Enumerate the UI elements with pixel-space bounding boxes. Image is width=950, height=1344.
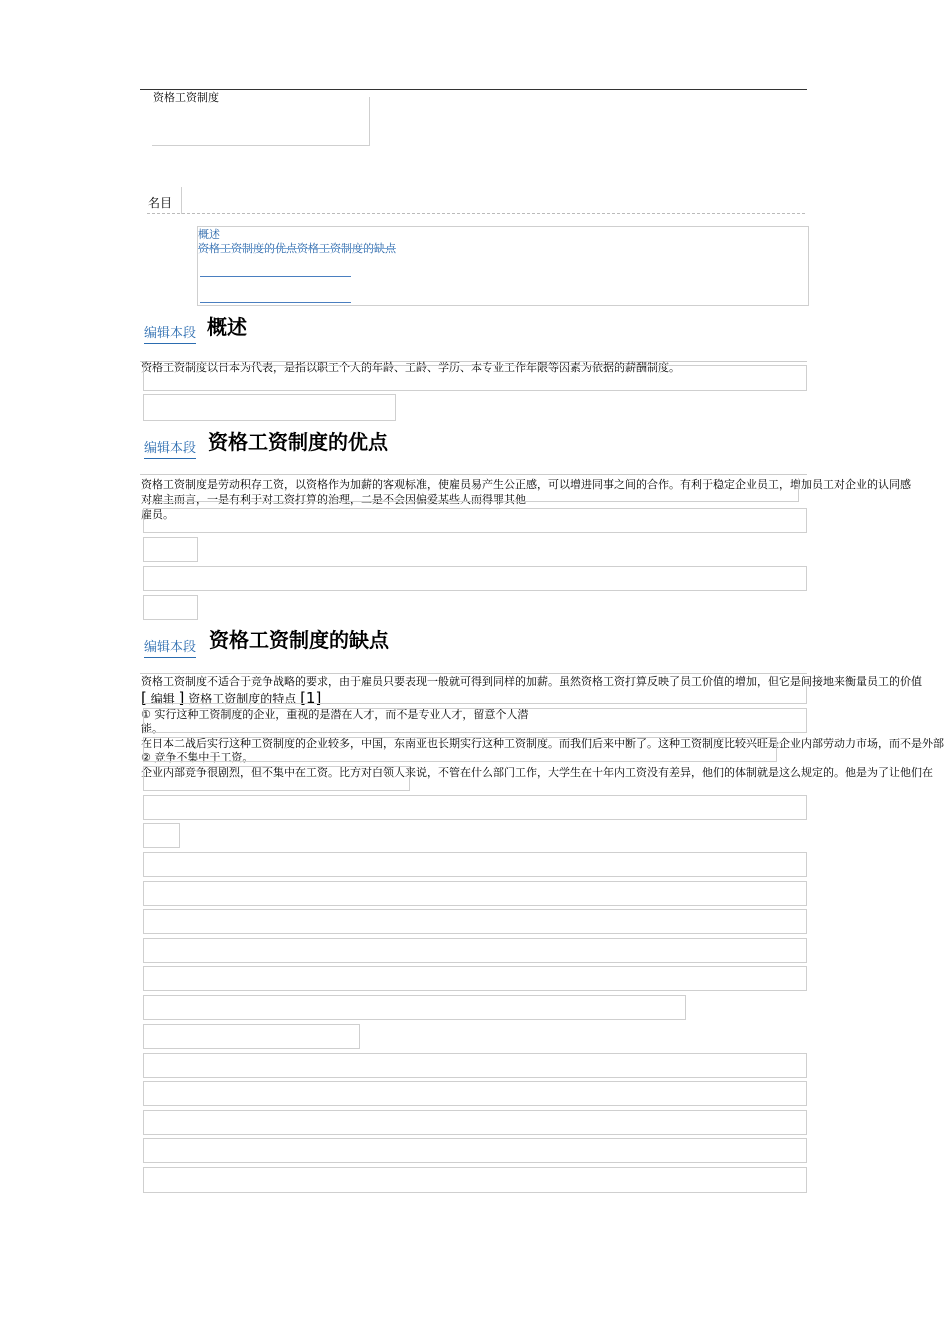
toc-frame — [197, 226, 809, 306]
features-edit-link[interactable]: 编辑 — [150, 692, 175, 706]
document-title: 资格工资制度 — [153, 91, 219, 104]
empty-frame-12 — [143, 1110, 807, 1135]
edit-section-link-overview[interactable]: 编辑本段 — [144, 326, 196, 344]
title-frame — [152, 97, 370, 146]
empty-frame-14 — [143, 1167, 807, 1193]
empty-frame-5 — [143, 909, 807, 934]
features-reference[interactable]: [1] — [300, 689, 322, 707]
empty-frame-8 — [143, 995, 686, 1020]
empty-frame-2 — [143, 823, 180, 848]
overview-body: 资格工资制度以日本为代表，是指以职工个人的年龄、工龄、学历、本专业工作年限等因素为依据的薪酬制度。 — [141, 361, 680, 374]
advantages-frame-5 — [143, 595, 198, 620]
advantages-frame-4 — [143, 566, 807, 591]
advantages-line-3: 雇员。 — [141, 508, 174, 521]
advantages-rule — [140, 474, 807, 475]
toc-dashed-rule — [147, 213, 805, 214]
advantages-line-2: 对雇主而言，一是有利于对工资打算的治理，二是不会因偏爱某些人而得罪其他 — [141, 493, 526, 506]
point-2-more-frame — [143, 766, 410, 791]
disadvantages-rule — [140, 673, 807, 674]
toc-underline-1 — [200, 276, 351, 277]
empty-frame-13 — [143, 1138, 807, 1163]
advantages-frame-1 — [143, 478, 799, 502]
features-title: 资格工资制度的特点 — [188, 692, 297, 706]
empty-frame-9 — [143, 1024, 360, 1049]
empty-frame-6 — [143, 938, 807, 963]
feature-point-1: ① 实行这种工资制度的企业，重视的是潜在人才，而不是专业人才，留意个人潜 — [141, 708, 529, 721]
empty-frame-10 — [143, 1053, 807, 1078]
advantages-frame-3 — [143, 537, 198, 562]
edit-section-link-disadvantages[interactable]: 编辑本段 — [144, 640, 196, 658]
toc-underline-2 — [200, 302, 351, 303]
top-rule — [140, 89, 807, 90]
advantages-frame-2 — [143, 508, 807, 533]
point-1-frame — [143, 708, 807, 733]
toc-label: 名目 — [148, 196, 173, 210]
features-bracket-close: ] — [178, 689, 185, 707]
feature-point-1-cont: 能。 — [141, 722, 163, 735]
feature-point-2-more: 企业内部竞争很剧烈，但不集中在工资。比方对白领人来说，不管在什么部门工作，大学生在十年内工资没有差异，他们的体制就是这么规定的。他是为了让他们在 — [141, 766, 933, 779]
point-2-frame — [143, 737, 777, 762]
section-heading-disadvantages: 资格工资制度的缺点 — [209, 628, 389, 652]
overview-frame-2 — [143, 394, 396, 421]
features-bracket-open: [ — [141, 689, 147, 707]
disadvantages-line-1: 资格工资制度不适合于竞争战略的要求，由于雇员只要表现一般就可得到同样的加薪。虽然资格工资打算反映了员工价值的增加，但它是间接地来衡量员工的价值 — [141, 675, 922, 688]
toc-label-frame — [147, 187, 182, 214]
features-frame — [143, 685, 807, 704]
feature-point-1-more: 在日本二战后实行这种工资制度的企业较多，中国，东南亚也长期实行这种工资制度。而我们后来中断了。这种工资制度比较兴旺是企业内部劳动力市场，而不是外部 — [141, 737, 944, 750]
edit-section-link-advantages[interactable]: 编辑本段 — [144, 441, 196, 459]
empty-frame-7 — [143, 966, 807, 991]
empty-frame-11 — [143, 1081, 807, 1106]
section-heading-advantages: 资格工资制度的优点 — [208, 430, 388, 454]
empty-frame-4 — [143, 881, 807, 906]
toc-item-pros-cons[interactable]: 资格工资制度的优点资格工资制度的缺点 — [198, 242, 396, 255]
section-heading-overview: 概述 — [207, 315, 247, 339]
toc-item-overview[interactable]: 概述 — [198, 228, 220, 241]
advantages-line-1: 资格工资制度是劳动积存工资，以资格作为加薪的客观标准，使雇员易产生公正感，可以增进同事之间的合作。有利于稳定企业员工，增加员工对企业的认同感 — [141, 478, 911, 491]
overview-frame-1 — [143, 365, 807, 391]
feature-point-2: ② 竞争不集中于工资。 — [141, 751, 254, 764]
empty-frame-3 — [143, 852, 807, 877]
empty-frame-1 — [143, 795, 807, 820]
